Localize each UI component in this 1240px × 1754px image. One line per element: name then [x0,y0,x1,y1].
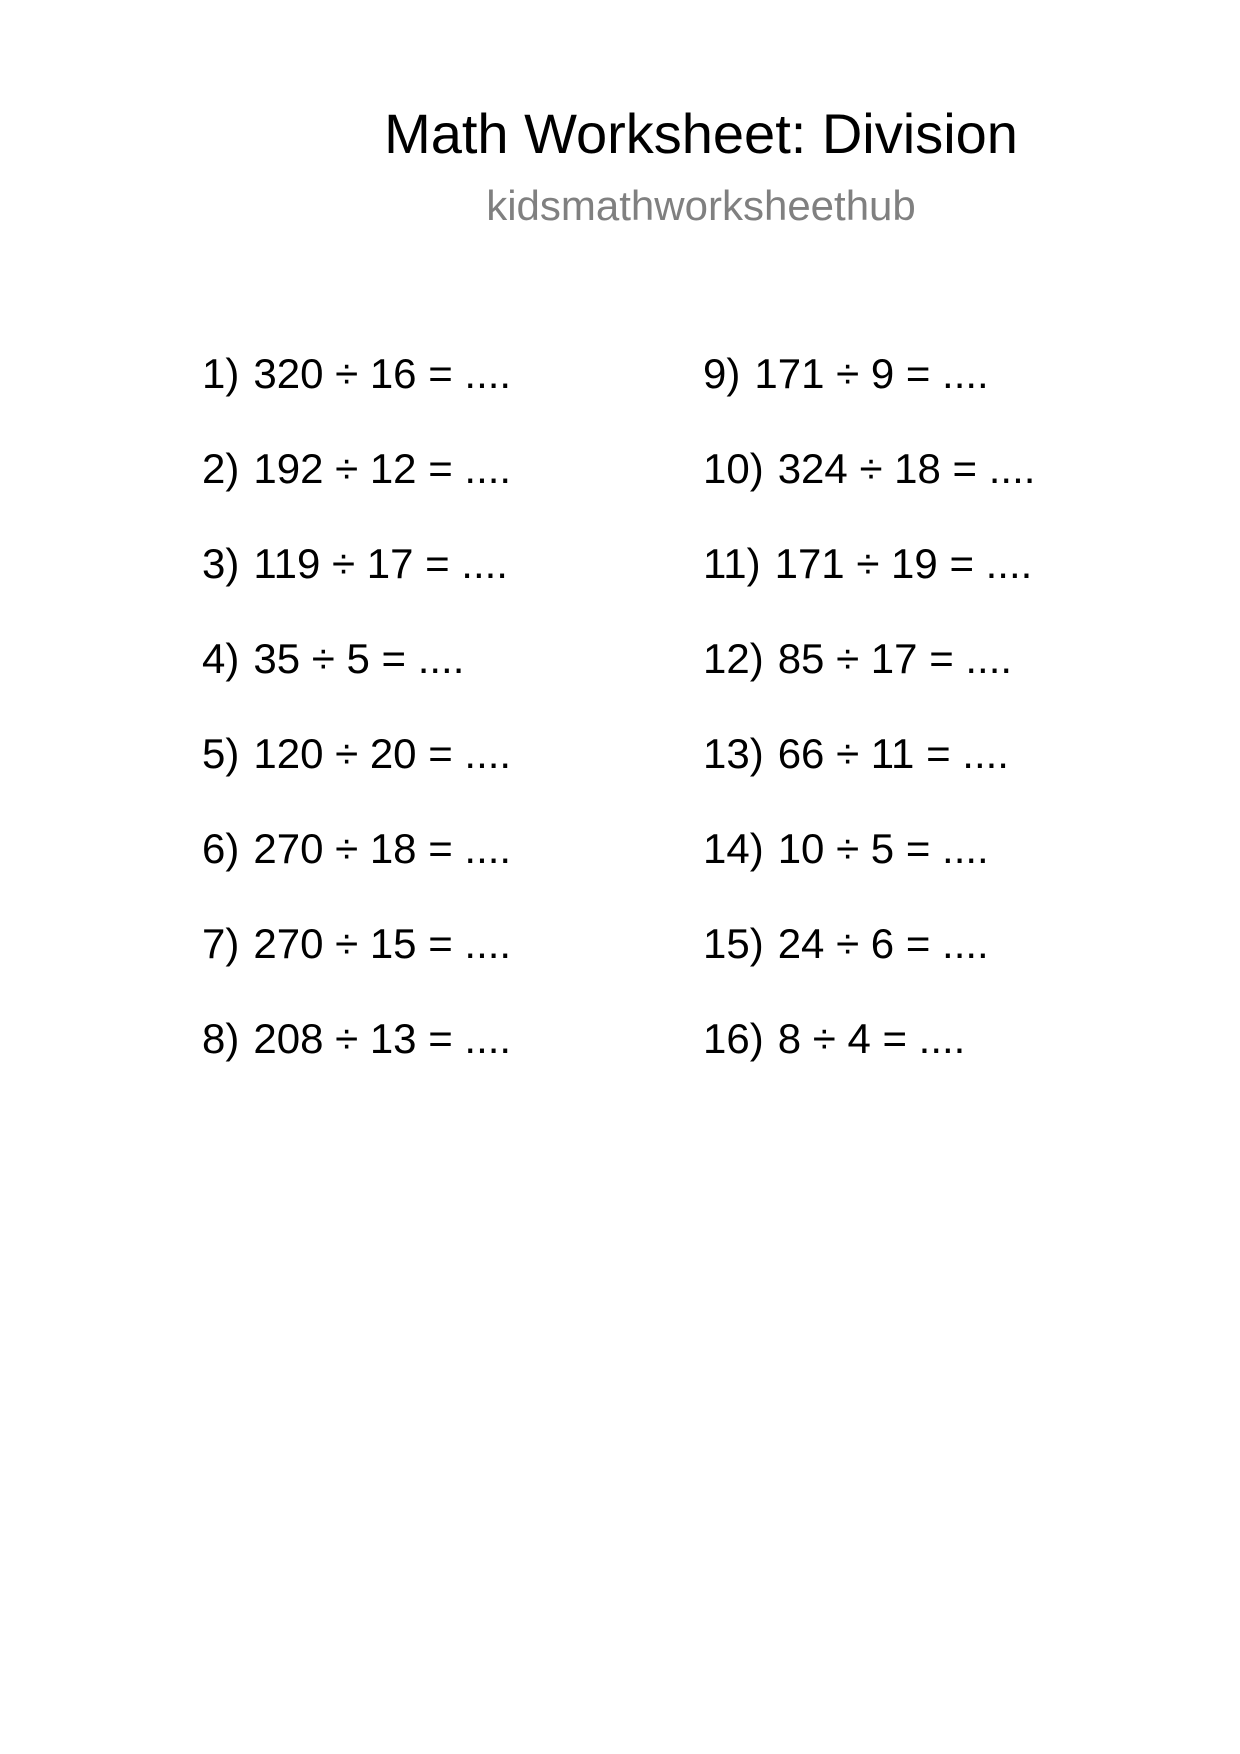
problem-item [202,537,511,632]
problem-number: 2) [202,445,240,492]
problems-column-right [703,347,1035,1107]
problems-column-left [202,347,511,1107]
problem-item [703,1012,1035,1107]
problem-expression: 10 ÷ 5 = .... [777,825,989,872]
worksheet-title: Math Worksheet: Division [384,102,1018,165]
worksheet-subtitle: kidsmathworksheethub [486,182,916,229]
problem-expression: 119 ÷ 17 = .... [253,540,508,587]
problem-expression: 35 ÷ 5 = .... [253,635,465,682]
problem-number: 14) [703,825,764,872]
problem-expression: 192 ÷ 12 = .... [253,445,512,492]
problem-item [703,347,1035,442]
problem-expression: 85 ÷ 17 = .... [777,635,1013,682]
problem-expression: 24 ÷ 6 = .... [777,920,989,967]
problem-number: 16) [703,1015,764,1062]
problem-item [703,537,1035,632]
problem-expression: 171 ÷ 19 = .... [774,540,1033,587]
problem-expression: 208 ÷ 13 = .... [253,1015,512,1062]
problem-item [703,632,1035,727]
problem-number: 15) [703,920,764,967]
problem-expression: 66 ÷ 11 = .... [777,730,1009,777]
problem-item [202,1012,511,1107]
problem-number: 9) [703,350,741,397]
problem-number: 11) [703,540,761,587]
problem-number: 12) [703,635,764,682]
problem-item [703,442,1035,537]
problem-expression: 270 ÷ 18 = .... [253,825,512,872]
problem-item [703,822,1035,917]
problem-item [703,917,1035,1012]
problem-item [202,347,511,442]
problem-item [202,727,511,822]
problem-expression: 171 ÷ 9 = .... [754,350,989,397]
problem-expression: 320 ÷ 16 = .... [253,350,512,397]
problem-expression: 324 ÷ 18 = .... [777,445,1036,492]
problem-item [202,822,511,917]
problem-number: 7) [202,920,240,967]
problem-number: 1) [202,350,240,397]
problem-number: 5) [202,730,240,777]
problem-expression: 8 ÷ 4 = .... [777,1015,966,1062]
problem-number: 13) [703,730,764,777]
problem-expression: 270 ÷ 15 = .... [253,920,512,967]
problem-item [202,442,511,537]
problem-number: 10) [703,445,764,492]
problem-number: 8) [202,1015,240,1062]
problem-number: 6) [202,825,240,872]
problem-item [202,917,511,1012]
problem-item [703,727,1035,822]
problem-item [202,632,511,727]
problem-expression: 120 ÷ 20 = .... [253,730,512,777]
problem-number: 4) [202,635,240,682]
problem-number: 3) [202,540,240,587]
